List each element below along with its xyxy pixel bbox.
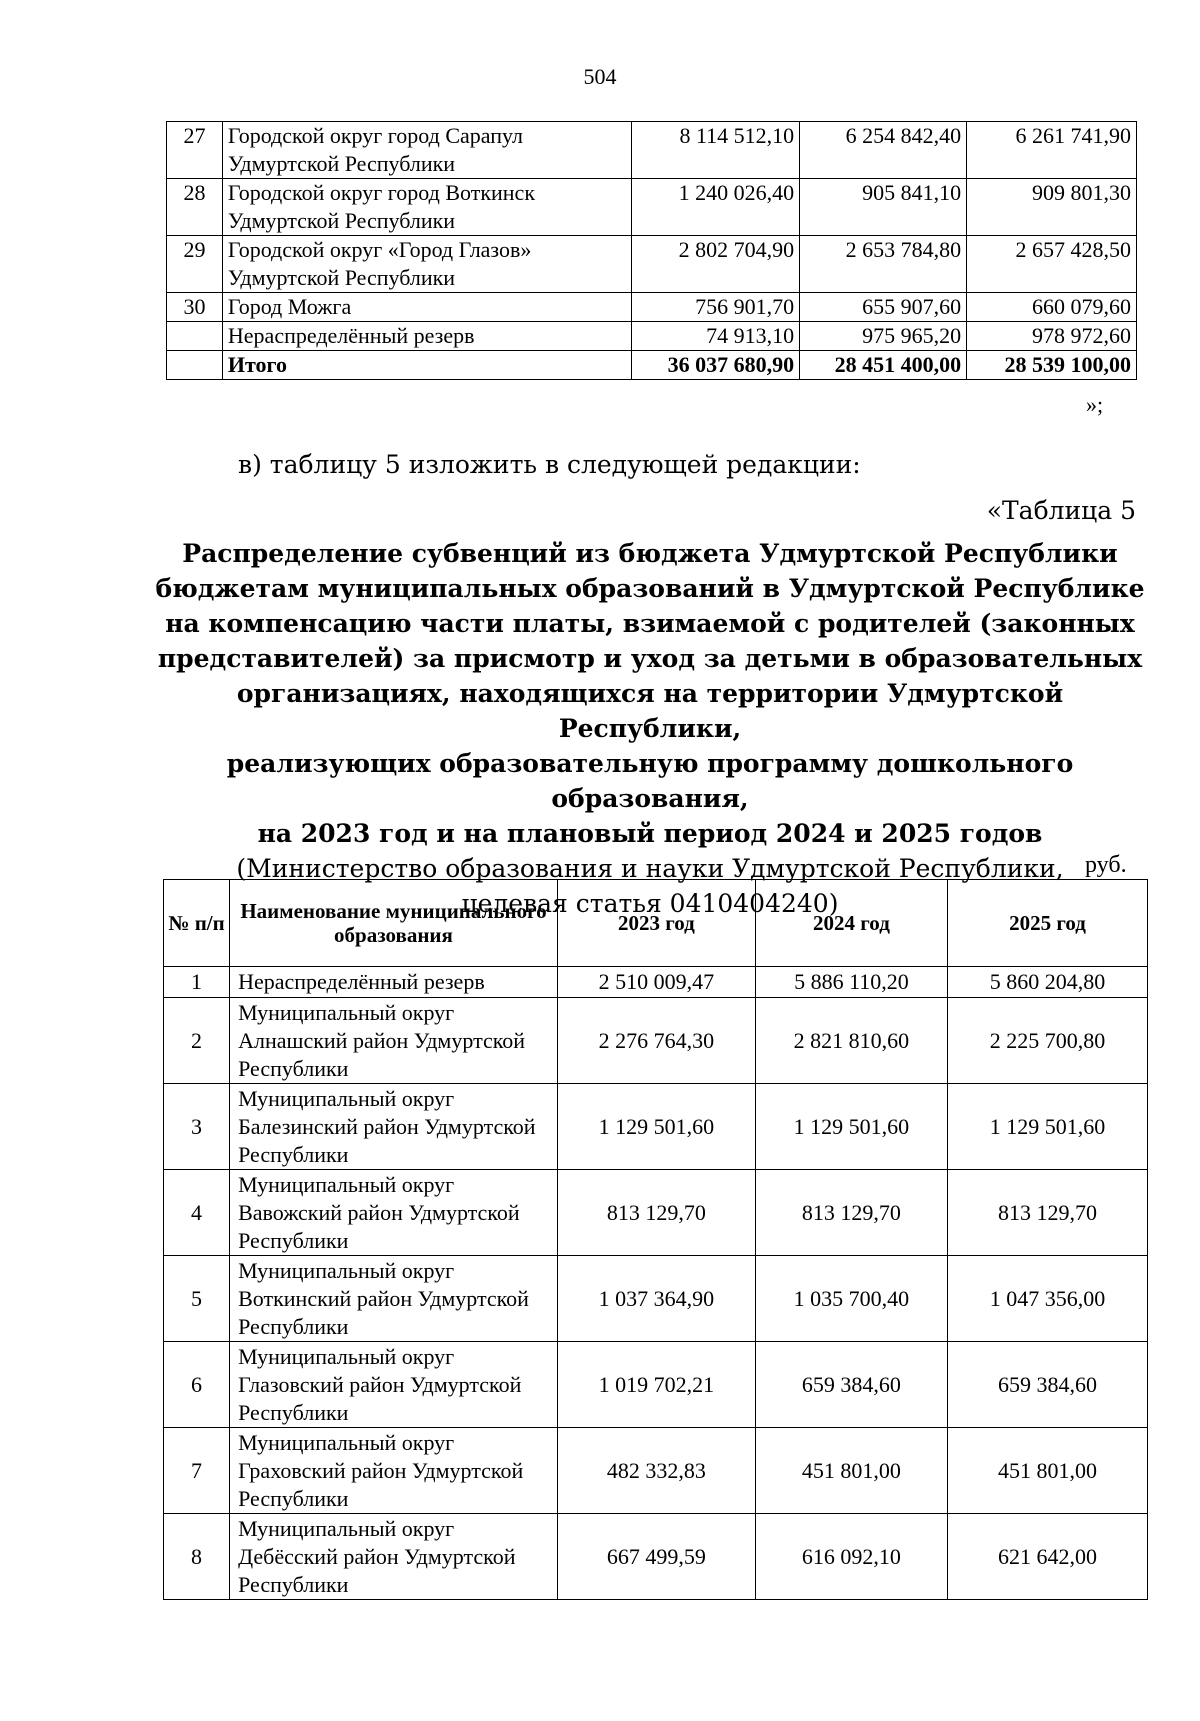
table-row xyxy=(164,1170,1148,1256)
caption-title-line: на 2023 год и на плановый период 2024 и 2025 годов xyxy=(257,819,1043,848)
value-2023: 2 802 704,90 xyxy=(632,236,800,293)
caption-subtitle-line: (Министерство образования и науки Удмуртской Республики, xyxy=(236,854,1064,883)
row-number: 29 xyxy=(167,236,223,293)
row-name: Муниципальный округ Глазовский район Удмуртской Республики xyxy=(230,1342,558,1428)
value-2023: 8 114 512,10 xyxy=(632,122,800,179)
table-row xyxy=(167,236,1137,293)
budget-table-continuation xyxy=(166,121,1137,380)
value-2024: 1 035 700,40 xyxy=(755,1256,947,1342)
caption-title-line: организациях, находящихся на территории Удмуртской Республики, xyxy=(236,679,1064,743)
value-2024: 1 129 501,60 xyxy=(755,1084,947,1170)
row-name: Нераспределённый резерв xyxy=(230,967,558,998)
value-2024: 2 653 784,80 xyxy=(800,236,967,293)
value-2024: 616 092,10 xyxy=(755,1514,947,1600)
row-name: Городской округ город Воткинск Удмуртской Республики xyxy=(222,179,631,236)
value-2023: 482 332,83 xyxy=(557,1428,755,1514)
total-number-empty xyxy=(167,351,223,380)
value-2025: 5 860 204,80 xyxy=(948,967,1148,998)
row-name: Город Можга xyxy=(222,293,631,322)
total-label: Итого xyxy=(222,351,631,380)
table-row xyxy=(164,1514,1148,1600)
row-number: 28 xyxy=(167,179,223,236)
row-name: Городской округ «Город Глазов» Удмуртской Республики xyxy=(222,236,631,293)
value-2025: 978 972,60 xyxy=(967,322,1137,351)
value-2024: 905 841,10 xyxy=(800,179,967,236)
value-2025: 660 079,60 xyxy=(967,293,1137,322)
table-row xyxy=(164,1428,1148,1514)
row-number: 27 xyxy=(167,122,223,179)
header-2023: 2023 год xyxy=(557,880,755,967)
table-caption xyxy=(150,536,1150,921)
table-label: «Таблица 5 xyxy=(986,496,1136,525)
table-row xyxy=(167,293,1137,322)
row-name: Муниципальный округ Граховский район Удмуртской Республики xyxy=(230,1428,558,1514)
table-row xyxy=(167,322,1137,351)
total-row xyxy=(167,351,1137,380)
value-2024: 6 254 842,40 xyxy=(800,122,967,179)
header-num: № п/п xyxy=(164,880,230,967)
value-2023: 667 499,59 xyxy=(557,1514,755,1600)
row-name: Муниципальный округ Воткинский район Удмуртской Республики xyxy=(230,1256,558,1342)
value-2023: 74 913,10 xyxy=(632,322,800,351)
header-name: Наименование муниципального образования xyxy=(230,880,558,967)
value-2023: 2 510 009,47 xyxy=(557,967,755,998)
caption-title-line: представителей) за присмотр и уход за детьми в образовательных xyxy=(157,644,1143,673)
table-row xyxy=(164,1084,1148,1170)
row-number: 3 xyxy=(164,1084,230,1170)
row-number: 30 xyxy=(167,293,223,322)
value-2024: 5 886 110,20 xyxy=(755,967,947,998)
value-2025: 2 657 428,50 xyxy=(967,236,1137,293)
total-2024: 28 451 400,00 xyxy=(800,351,967,380)
caption-subtitle-line: целевая статья 0410404240) xyxy=(461,889,839,918)
row-number xyxy=(167,322,223,351)
value-2023: 756 901,70 xyxy=(632,293,800,322)
row-name: Муниципальный округ Алнашский район Удмуртской Республики xyxy=(230,998,558,1084)
value-2024: 659 384,60 xyxy=(755,1342,947,1428)
value-2023: 1 129 501,60 xyxy=(557,1084,755,1170)
table-row xyxy=(167,179,1137,236)
row-number: 6 xyxy=(164,1342,230,1428)
value-2025: 2 225 700,80 xyxy=(948,998,1148,1084)
row-name: Городской округ город Сарапул Удмуртской Республики xyxy=(222,122,631,179)
table-row xyxy=(164,1256,1148,1342)
value-2023: 1 240 026,40 xyxy=(632,179,800,236)
value-2025: 813 129,70 xyxy=(948,1170,1148,1256)
value-2025: 1 129 501,60 xyxy=(948,1084,1148,1170)
value-2023: 1 037 364,90 xyxy=(557,1256,755,1342)
table-row xyxy=(164,1342,1148,1428)
caption-title-line: реализующих образовательную программу дошкольного образования, xyxy=(226,749,1074,813)
subvention-distribution-table xyxy=(163,879,1148,1600)
table-row xyxy=(164,998,1148,1084)
value-2024: 655 907,60 xyxy=(800,293,967,322)
caption-title-line: Распределение субвенций из бюджета Удмуртской Республики xyxy=(182,539,1118,568)
value-2025: 1 047 356,00 xyxy=(948,1256,1148,1342)
header-2025: 2025 год xyxy=(948,880,1148,967)
page-number: 504 xyxy=(583,64,617,89)
row-name: Муниципальный округ Вавожский район Удмуртской Республики xyxy=(230,1170,558,1256)
table-row xyxy=(167,122,1137,179)
value-2024: 2 821 810,60 xyxy=(755,998,947,1084)
value-2025: 6 261 741,90 xyxy=(967,122,1137,179)
value-2023: 813 129,70 xyxy=(557,1170,755,1256)
total-2023: 36 037 680,90 xyxy=(632,351,800,380)
row-number: 7 xyxy=(164,1428,230,1514)
currency-label: руб. xyxy=(1085,852,1127,878)
header-2024: 2024 год xyxy=(755,880,947,967)
value-2024: 975 965,20 xyxy=(800,322,967,351)
caption-title-line: бюджетам муниципальных образований в Удмуртской Республике xyxy=(155,574,1145,603)
row-number: 4 xyxy=(164,1170,230,1256)
caption-title-line: на компенсацию части платы, взимаемой с родителей (законных xyxy=(165,609,1135,638)
row-number: 1 xyxy=(164,967,230,998)
row-number: 8 xyxy=(164,1514,230,1600)
instruction-text: в) таблицу 5 изложить в следующей редакции: xyxy=(238,450,861,479)
row-name: Нераспределённый резерв xyxy=(222,322,631,351)
row-number: 2 xyxy=(164,998,230,1084)
value-2023: 2 276 764,30 xyxy=(557,998,755,1084)
value-2024: 813 129,70 xyxy=(755,1170,947,1256)
closing-quote: »; xyxy=(1086,392,1104,417)
total-2025: 28 539 100,00 xyxy=(967,351,1137,380)
value-2025: 621 642,00 xyxy=(948,1514,1148,1600)
value-2025: 909 801,30 xyxy=(967,179,1137,236)
value-2025: 659 384,60 xyxy=(948,1342,1148,1428)
value-2025: 451 801,00 xyxy=(948,1428,1148,1514)
value-2024: 451 801,00 xyxy=(755,1428,947,1514)
caption-title xyxy=(150,536,1150,851)
row-name: Муниципальный округ Дебёсский район Удмуртской Республики xyxy=(230,1514,558,1600)
value-2023: 1 019 702,21 xyxy=(557,1342,755,1428)
table-row xyxy=(164,967,1148,998)
row-number: 5 xyxy=(164,1256,230,1342)
table-header-row xyxy=(164,880,1148,967)
row-name: Муниципальный округ Балезинский район Удмуртской Республики xyxy=(230,1084,558,1170)
